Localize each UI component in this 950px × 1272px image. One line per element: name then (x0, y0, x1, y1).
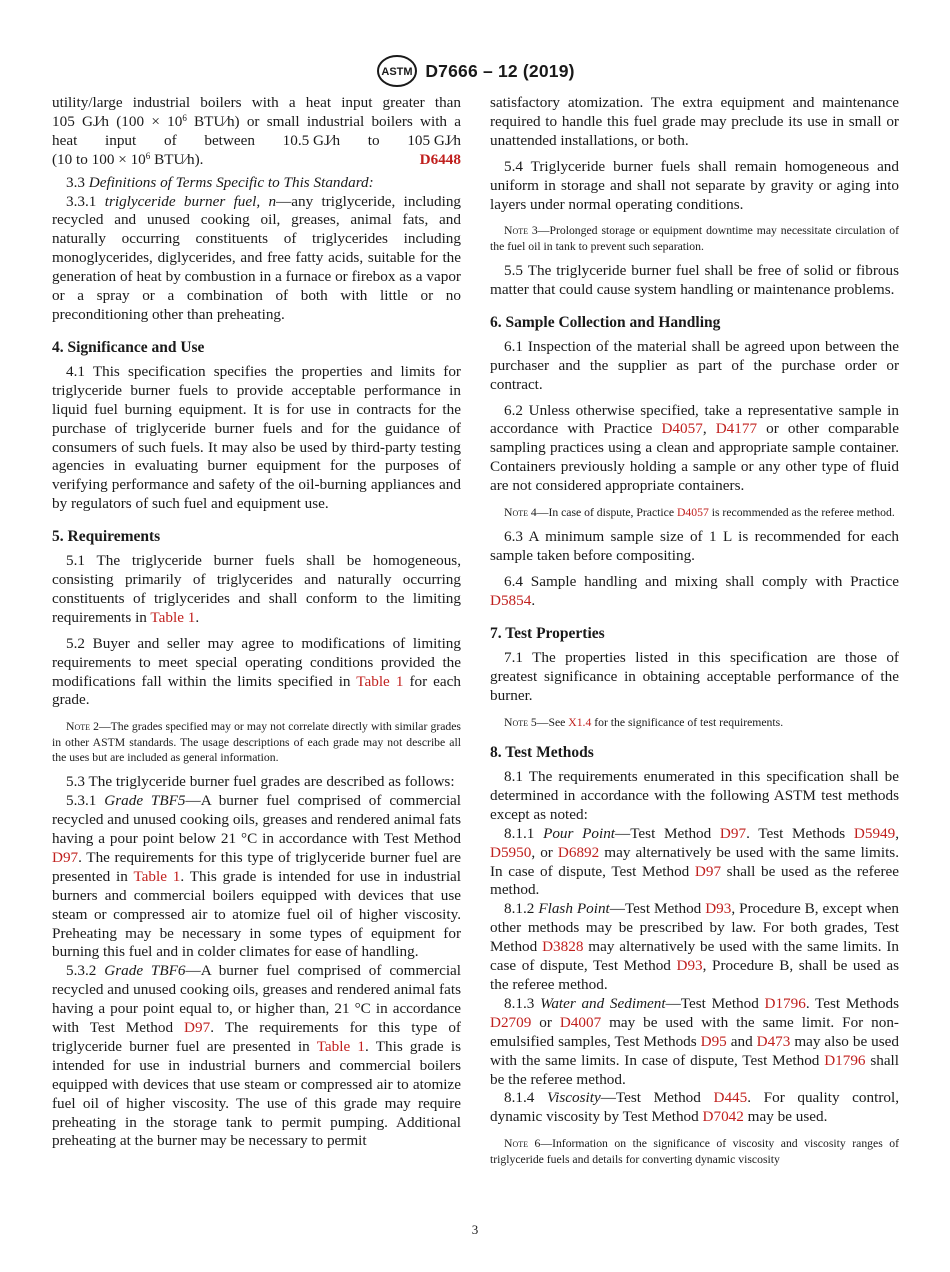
section-8-1-3: 8.1.3 Water and Sediment—Test Method D1796. Test Methods D2709 or D4007 may be used with the same limit. For non-emulsified samples, Test Methods D95 and D473 may also be used with the same limits. In case of dispute, Test Method D1796 shall be the referee method. (490, 994, 900, 1088)
section-7-1: 7.1 The properties listed in this specification are those of greatest significance in obtaining acceptable performance of the burner. (490, 649, 899, 704)
reference-link-d97[interactable]: D97 (694, 862, 722, 880)
section-3-3-1: 3.3.1 triglyceride burner fuel, n—any triglyceride, including recycled and unused cooking oil, greases, animal fats, and naturally occurring constituents of triglycerides including monoglycerides, diglycerides, and free fatty acids, suitable for the generation of heat by combustion in a furnace or firebox as a vapor or a spray or a combination of both with little or no preconditioning other than preheating. (52, 192, 462, 323)
reference-link-d445[interactable]: D445 (713, 1089, 748, 1107)
reference-link-d473[interactable]: D473 (756, 1032, 791, 1050)
reference-link-d2709[interactable]: D2709 (490, 1013, 532, 1031)
astm-logo-icon (375, 54, 419, 88)
reference-link-d1796[interactable]: D1796 (824, 1051, 866, 1069)
paragraph: 105 GJ⁄h ($100 \times 10^6$ BTU⁄h) or small industrial boilers with a (52, 112, 461, 130)
section-heading-5: 5. Requirements (52, 528, 161, 546)
reference-link-d1796[interactable]: D1796 (764, 994, 806, 1012)
section-5-3: 5.3 The triglyceride burner fuel grades are described as follows: (66, 773, 455, 791)
page-header (0, 54, 950, 88)
reference-link-d7042[interactable]: D7042 (702, 1108, 744, 1126)
section-5-4: 5.4 Triglyceride burner fuels shall remain homogeneous and uniform in storage and shall not separate by gravity or aging into layers under normal operating conditions. (490, 157, 899, 213)
section-8-1-1: 8.1.1 Pour Point—Test Method D97. Test Methods D5949, D5950, or D6892 may alternatively be used with the same limits. In case of dispute, Test Method D97 shall be used as the referee method. (490, 824, 900, 899)
reference-link-d5854[interactable]: D5854 (490, 592, 532, 610)
reference-link-d93[interactable]: D93 (676, 957, 703, 975)
section-5-1: 5.1 The triglyceride burner fuels shall be homogeneous, consisting primarily of triglycerides and naturally occurring constituents of triglycerides and shall conform to the limiting requirements in Table 1. (52, 552, 461, 626)
section-6-4: 6.4 Sample handling and mixing shall comply with Practice D5854. (490, 573, 899, 610)
reference-link-d4057[interactable]: D4057 (676, 506, 709, 520)
table-1-link[interactable]: Table 1 (150, 608, 196, 626)
table-1-link[interactable]: Table 1 (316, 1037, 366, 1055)
left-column (52, 94, 461, 1151)
reference-link-d4177[interactable]: D4177 (715, 420, 758, 438)
reference-link-d5949[interactable]: D5949 (853, 824, 896, 842)
right-column (490, 94, 899, 1175)
section-heading-7: 7. Test Properties (490, 625, 605, 643)
reference-link-d6892[interactable]: D6892 (557, 843, 600, 861)
table-1-link[interactable]: Table 1 (356, 672, 404, 690)
reference-link-d93[interactable]: D93 (705, 900, 732, 918)
reference-link-d97[interactable]: D97 (184, 1019, 211, 1037)
note-3: Note 3—Prolonged storage or equipment downtime may necessitate circulation of the fuel oil in tank to prevent such separation. (490, 224, 900, 253)
table-1-link[interactable]: Table 1 (133, 867, 181, 885)
reference-link-d95[interactable]: D95 (700, 1032, 727, 1050)
note-4: Note 4—In case of dispute, Practice D4057 is recommended as the referee method. (504, 506, 895, 520)
paragraph: (10 to $100 \times 10^6$ BTU⁄h). D6448 (52, 150, 461, 168)
reference-link-d5950[interactable]: D5950 (490, 843, 532, 861)
section-heading-8: 8. Test Methods (490, 744, 594, 762)
paragraph: heat input of between 10.5 GJ⁄h to 105 GJ⁄h (52, 131, 461, 149)
paragraph: utility/large industrial boilers with a heat input greater than (52, 94, 461, 111)
page-number: 3 (471, 1222, 479, 1237)
section-3-3: 3.3 Definitions of Terms Specific to This Standard: (66, 173, 374, 191)
section-6-1: 6.1 Inspection of the material shall be agreed upon between the purchaser and the supplier as part of the purchase order or contract. (490, 337, 899, 393)
reference-link-d4007[interactable]: D4007 (559, 1013, 602, 1031)
section-4-1: 4.1 This specification specifies the properties and limits for triglyceride burner fuels to provide acceptable performance in liquid fuel burning equipment. It is for use in contracts for the purchase of triglyceride burner fuels and for the guidance of consumers of such fuels. It may also be used by third-party testing agencies in evaluating burner equipment for the purposes of verifying performance and safety of the oil-burning appliances and by regulators of such fuel and equipment use. (52, 362, 461, 513)
section-5-2: 5.2 Buyer and seller may agree to modifications of limiting requirements to meet special operating conditions provided the modifications fall within the limits specified in Table 1 for each grade. (52, 634, 462, 709)
section-6-3: 6.3 A minimum sample size of 1 L is recommended for each sample taken before compositing. (490, 528, 899, 565)
section-5-5: 5.5 The triglyceride burner fuel shall be free of solid or fibrous matter that could cause system handling or maintenance problems. (490, 262, 899, 298)
note-6: Note 6—Information on the significance of viscosity and viscosity ranges of triglyceride fuels and details for converting dynamic viscosity (490, 1137, 900, 1166)
document-designation: D7666 – 12 (2019) (425, 60, 575, 81)
section-8-1-2: 8.1.2 Flash Point—Test Method D93, Procedure B, except when other methods may be prescribed by law. For both grades, Test Method D3828 may alternatively be used with the same limits. In case of dispute, Test Method D93, Procedure B, shall be used as the referee method. (490, 900, 899, 993)
section-5-3-1: 5.3.1 Grade TBF5—A burner fuel comprised of commercial recycled and unused cooking oils, greases and rendered animal fats having a pour point below 21 °C in accordance with Test Method D97. The requirements for this type of triglyceride burner fuel are presented in Table 1. This grade is intended for use in industrial burners and commercial boilers equipped with devices that use steam or compressed air to atomize fuel oil of higher viscosity. Preheating may be necessary in some types of equipment for burning this fuel and in colder climates for ease of handling. (52, 792, 462, 961)
section-6-2: 6.2 Unless otherwise specified, take a representative sample in accordance with Practice D4057, D4177 or other comparable sampling practices using a clean and appropriate sample container. Containers previously holding a sample or any other type of fluid are not considered appropriate containers. (490, 401, 900, 495)
note-2: Note 2—The grades specified may or may not correlate directly with similar grades in other ASTM standards. The usage descriptions of each grade may not describe all the uses but are included as general information. (52, 720, 461, 764)
reference-link-x1-4[interactable]: X1.4 (568, 715, 592, 729)
reference-link-d3828[interactable]: D3828 (542, 938, 584, 956)
reference-link-d6448[interactable]: D6448 (419, 150, 461, 168)
section-5-3-2: 5.3.2 Grade TBF6—A burner fuel comprised of commercial recycled and unused cooking oils, greases and rendered animal fats having a pour point equal to, or higher than, 21 °C in accordance with Test Method D97. The requirements for this type of triglyceride burner fuel are presented in Table 1. This grade is intended for use in industrial burners and commercial boilers equipped with devices that use steam or compressed air to atomize fuel oil of higher viscosity. The use of this grade may require preheating in the storage tank to permit pumping. Additional preheating at the burner may be necessary to permit (52, 962, 461, 1150)
section-heading-4: 4. Significance and Use (52, 338, 205, 356)
section-8-1-4: 8.1.4 Viscosity—Test Method D445. For quality control, dynamic viscosity by Test Method D7042 may be used. (490, 1089, 899, 1126)
svg-text:ASTM: ASTM (381, 66, 413, 78)
section-8-1: 8.1 The requirements enumerated in this specification shall be determined in accordance with the following ASTM test methods except as noted: (490, 768, 899, 823)
note-5: Note 5—See X1.4 for the significance of test requirements. (504, 715, 784, 729)
section-heading-6: 6. Sample Collection and Handling (490, 313, 721, 331)
reference-link-d97[interactable]: D97 (719, 824, 747, 842)
reference-link-d4057[interactable]: D4057 (661, 420, 703, 438)
paragraph: satisfactory atomization. The extra equipment and maintenance required to handle this fuel grade may preclude its use in small or unattended installations, or both. (490, 94, 899, 149)
reference-link-d97[interactable]: D97 (52, 848, 79, 866)
